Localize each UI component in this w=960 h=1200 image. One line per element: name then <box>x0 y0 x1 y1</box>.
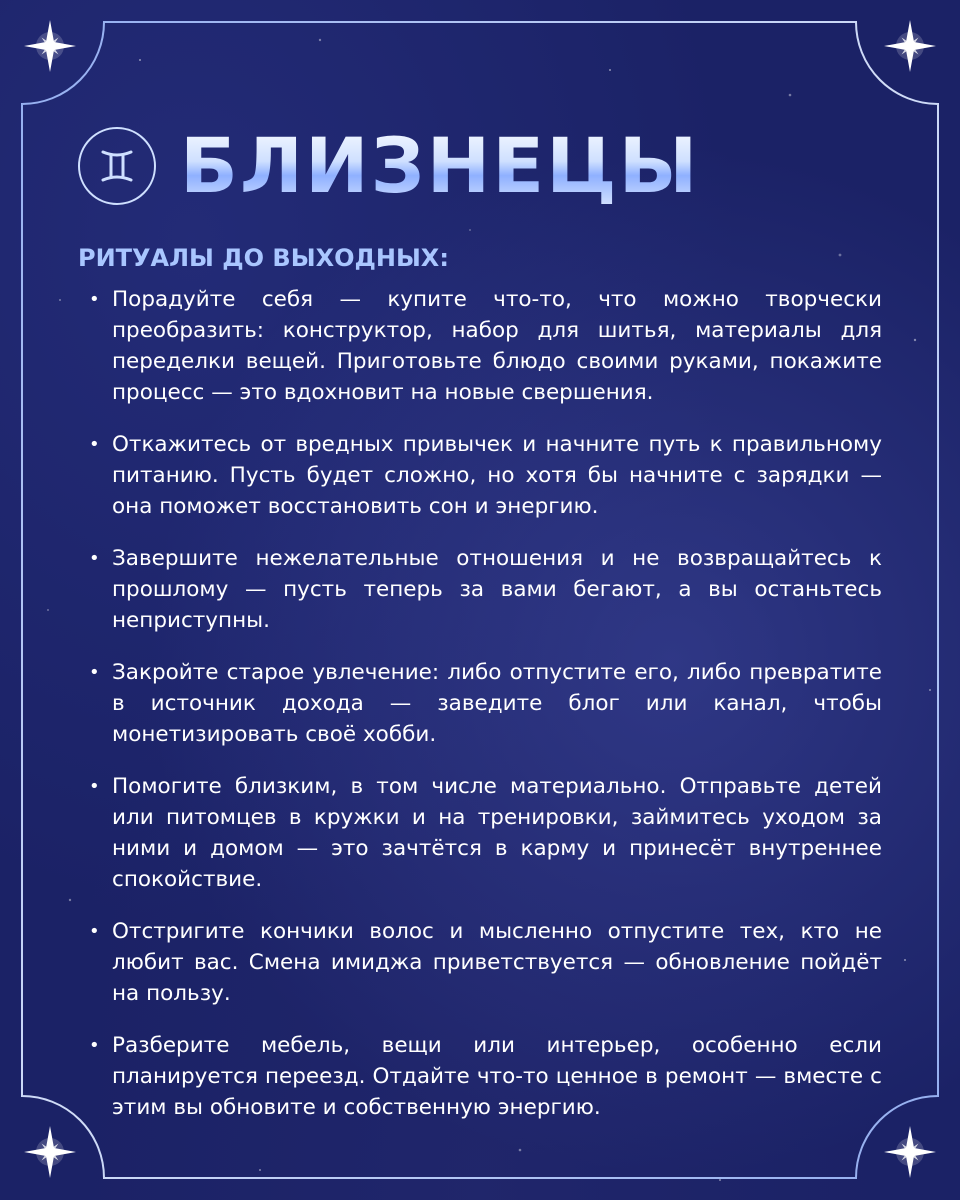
list-item-text: Отстригите кончики волос и мысленно отпустите тех, кто не любит вас. Смена имиджа приветствуется — обновление пойдёт на пользу. <box>112 919 882 1006</box>
ritual-list <box>86 284 882 1144</box>
list-item-text: Разберите мебель, вещи или интерьер, особенно если планируется переезд. Отдайте что-то ценное в ремонт — вместе с этим вы обновите и собственную энергию. <box>112 1033 882 1120</box>
gemini-sign-badge <box>78 127 156 205</box>
bullet-icon: • <box>89 548 100 569</box>
list-item-text: Завершите нежелательные отношения и не возвращайтесь к прошлому — пусть теперь за вами бегают, а вы останьтесь неприступны. <box>112 546 882 633</box>
list-item <box>86 284 882 408</box>
list-item <box>86 429 882 522</box>
section-heading: РИТУАЛЫ ДО ВЫХОДНЫХ: <box>78 244 449 272</box>
list-item <box>86 1030 882 1123</box>
sparkle-star-icon <box>884 1126 936 1178</box>
list-item <box>86 657 882 750</box>
sparkle-star-icon <box>24 20 76 72</box>
bullet-icon: • <box>89 776 100 797</box>
bullet-icon: • <box>89 289 100 310</box>
list-item-text: Закройте старое увлечение: либо отпустите его, либо превратите в источник дохода — заведите блог или канал, чтобы монетизировать своё хобби. <box>112 660 882 747</box>
list-item <box>86 916 882 1009</box>
sparkle-star-icon <box>24 1126 76 1178</box>
bullet-icon: • <box>89 662 100 683</box>
bullet-icon: • <box>89 434 100 455</box>
gemini-icon <box>97 146 137 186</box>
page-title: БЛИЗНЕЦЫ <box>180 118 699 214</box>
list-item <box>86 543 882 636</box>
list-item-text: Порадуйте себя — купите что-то, что можно творчески преобразить: конструктор, набор для шитья, материалы для переделки вещей. Приготовьте блюдо своими руками, покажите процесс — это вдохновит на новые свершения. <box>112 287 882 405</box>
card-header <box>78 118 699 214</box>
bullet-icon: • <box>89 1035 100 1056</box>
list-item-text: Помогите близким, в том числе материально. Отправьте детей или питомцев в кружки и на тренировки, займитесь уходом за ними и домом — это зачтётся в карму и принесёт внутреннее спокойствие. <box>112 774 882 892</box>
list-item <box>86 771 882 895</box>
list-item-text: Откажитесь от вредных привычек и начните путь к правильному питанию. Пусть будет сложно, но хотя бы начните с зарядки — она поможет восстановить сон и энергию. <box>112 432 882 519</box>
sparkle-star-icon <box>884 20 936 72</box>
bullet-icon: • <box>89 921 100 942</box>
